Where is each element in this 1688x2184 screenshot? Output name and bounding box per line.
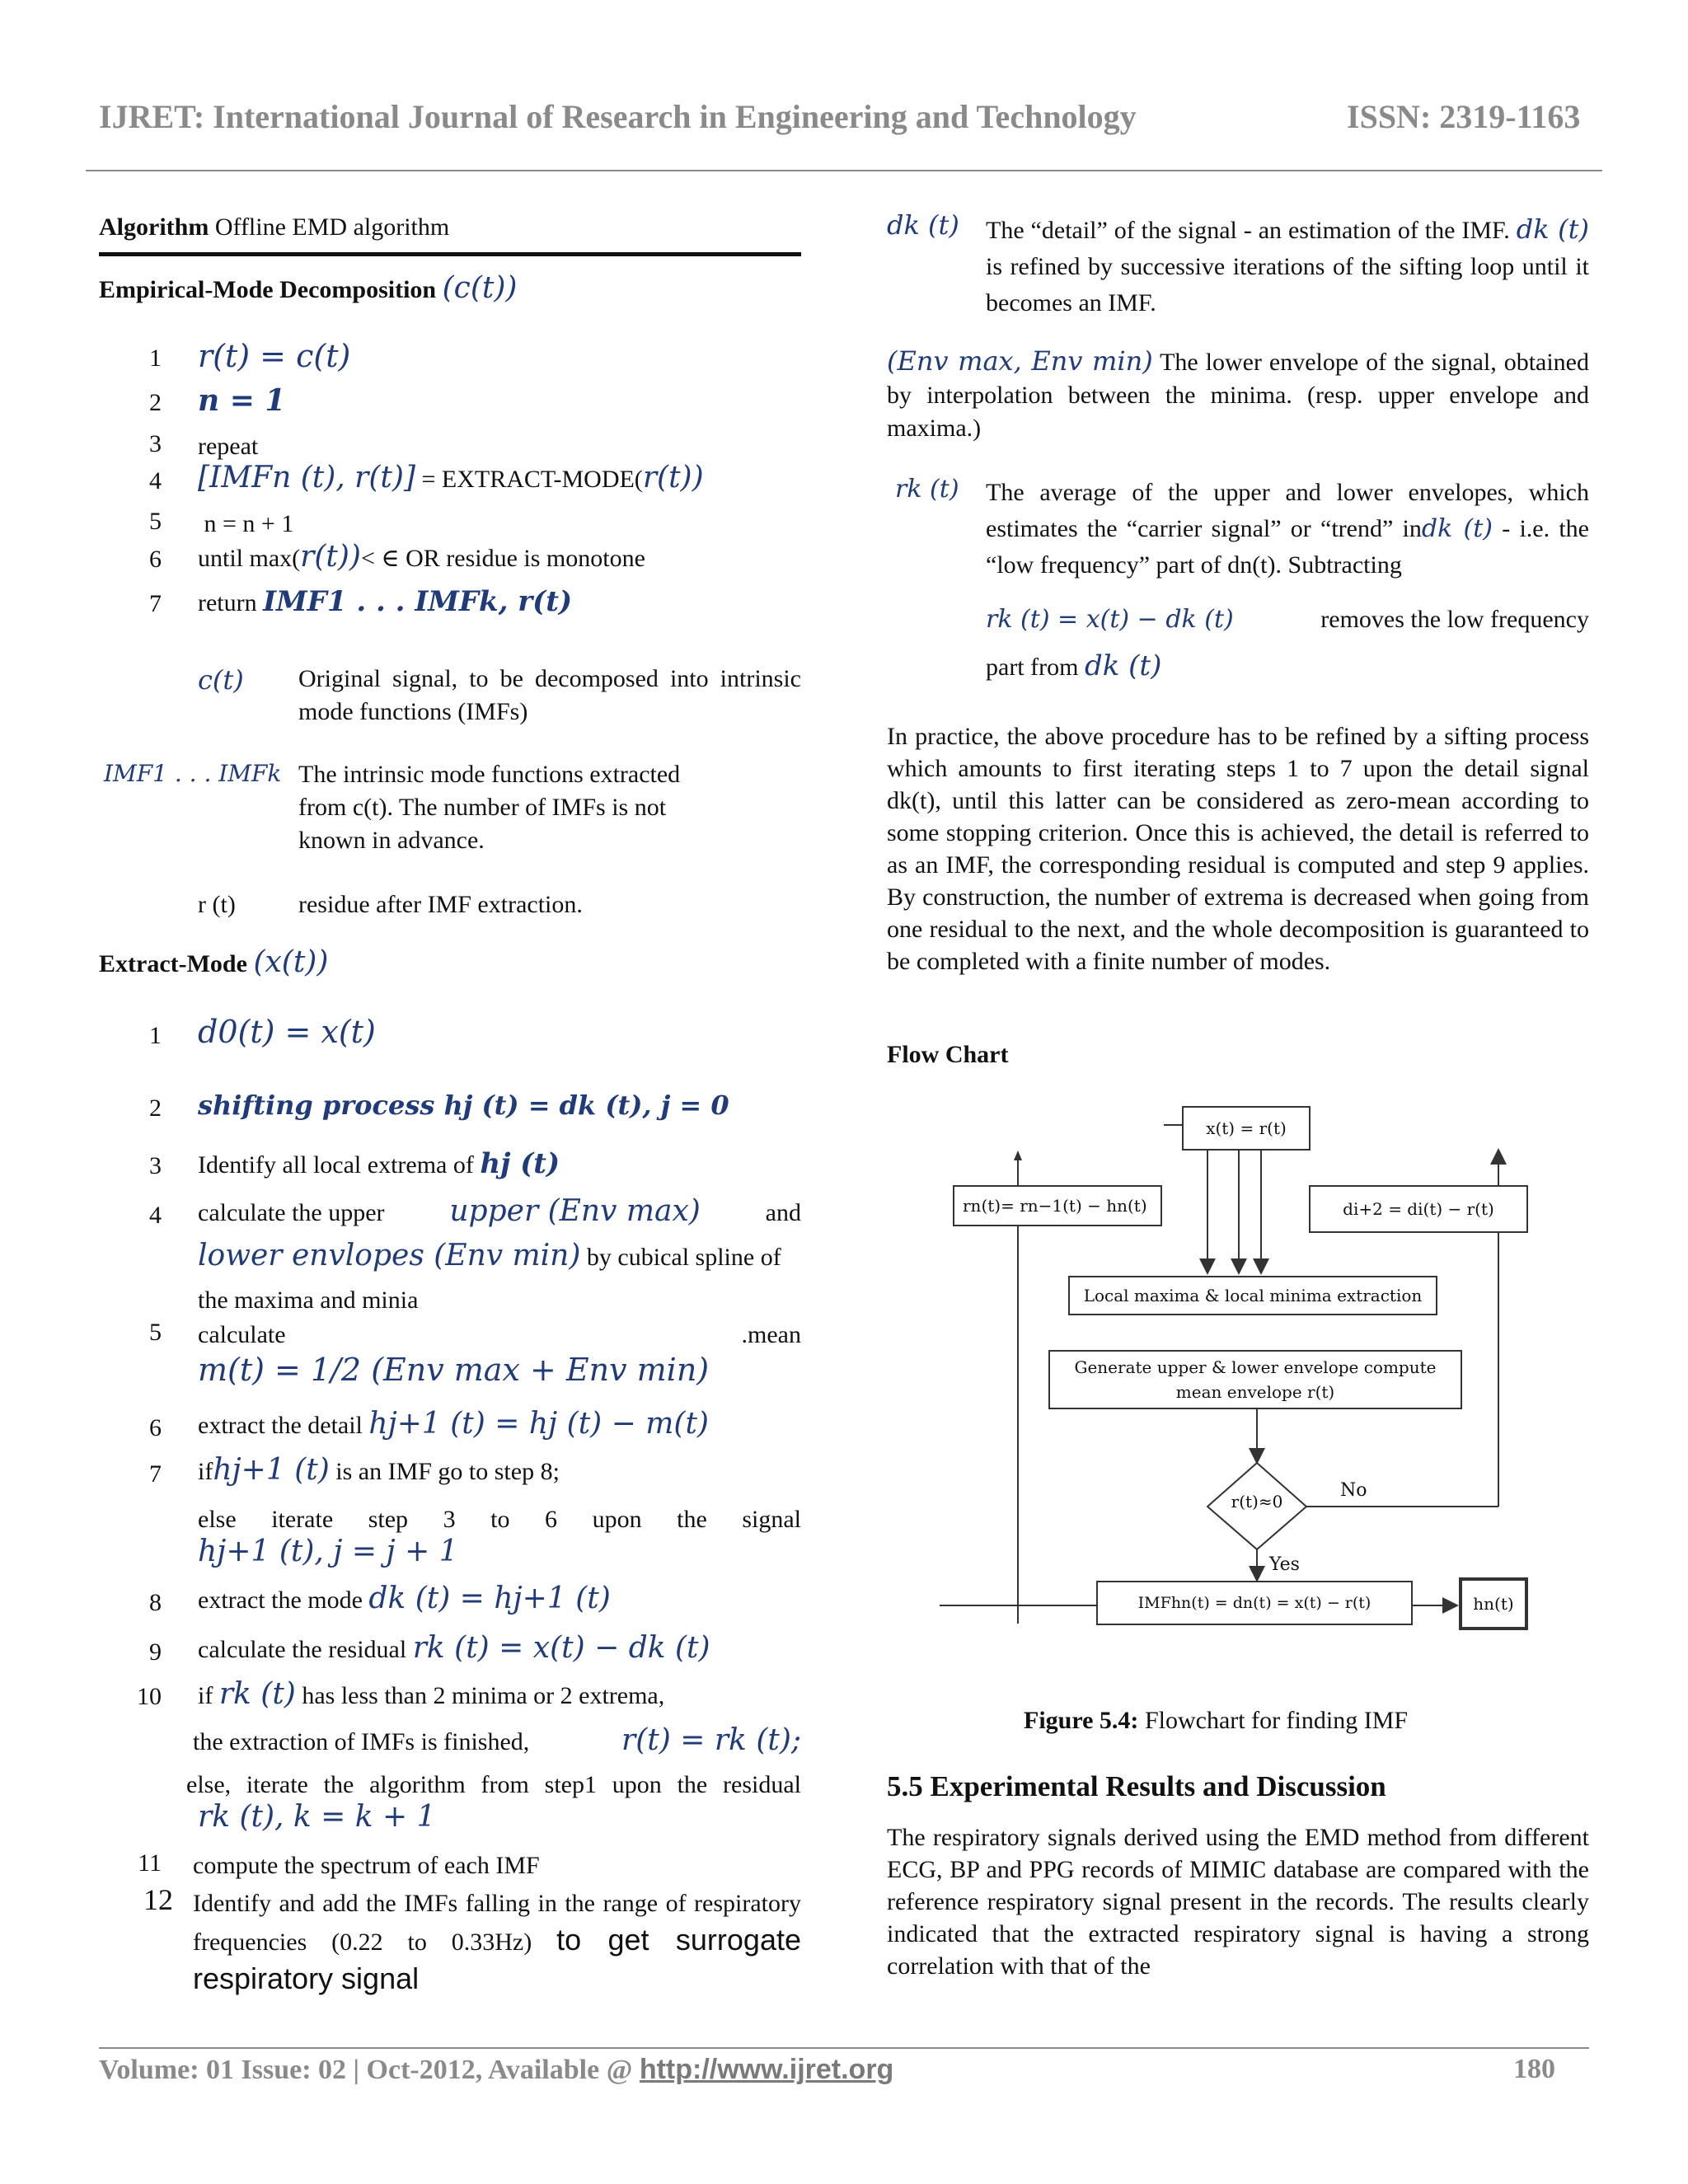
flow-decision-label: r(t)≈0: [1231, 1492, 1283, 1511]
algorithm-rule: [99, 252, 801, 256]
footer-link[interactable]: http://www.ijret.org: [639, 2054, 894, 2085]
em-step-10-line2: the extraction of IMFs is finished, r(t) = rk (t);: [193, 1723, 801, 1757]
flow-right-box: di+2 = di(t) − r(t): [1309, 1185, 1528, 1233]
page-number: 180: [1513, 2054, 1555, 2084]
emd-step-5: n = n + 1: [198, 510, 294, 537]
em-step-5-line1: calculate .mean: [198, 1321, 801, 1348]
flow-output-box: hn(t): [1459, 1577, 1528, 1630]
section-title: 5.5 Experimental Results and Discussion: [887, 1770, 1386, 1802]
extract-mode-heading: Extract-Mode (x(t)): [99, 945, 329, 979]
emd-step-4: [IMFn (t), r(t)] = EXTRACT-MODE(r(t)): [198, 461, 704, 494]
flow-yes-label: Yes: [1269, 1554, 1300, 1575]
step-number: 2: [149, 1094, 162, 1122]
rk-term: rk (t): [895, 475, 959, 504]
env-desc: (Env max, Env min) The lower envelope of the signal, obtained by interpolation between the minima. (resp. upper envelope and maxima.): [887, 345, 1589, 442]
em-step-3: Identify all local extrema of hj (t): [198, 1147, 560, 1180]
emd-step-3: repeat: [198, 433, 259, 460]
flow-left-box: rn(t)= rn−1(t) − hn(t): [953, 1185, 1162, 1226]
flow-envelope-box: Generate upper & lower envelope compute mean envelope r(t): [1048, 1350, 1462, 1409]
flow-start-box: x(t) = r(t): [1182, 1106, 1311, 1151]
step-number: 5: [149, 508, 162, 535]
flow-chart-title: Flow Chart: [887, 1041, 1009, 1068]
emd-step-2: n = 1: [198, 383, 286, 418]
figure-caption: Figure 5.4: Flowchart for finding IMF: [1024, 1707, 1409, 1734]
def-desc-imf: The intrinsic mode functions extracted from c(t). The number of IMFs is not known in advance.: [298, 761, 681, 854]
step-number: 10: [137, 1683, 162, 1710]
section-paragraph: The respiratory signals derived using the EMD method from different ECG, BP and PPG records of MIMIC database are compared with the reference respiratory signal present in the records. The results clearly indicated that the extracted respiratory signal is having a strong correlation with that of the: [887, 1824, 1589, 1980]
step-number: 7: [149, 590, 162, 617]
step-number: 12: [143, 1883, 173, 1916]
journal-title: IJRET: International Journal of Research in Engineering and Technology: [99, 98, 1137, 135]
em-step-10-line3: else, iterate the algorithm from step1 upon the residual: [186, 1771, 801, 1798]
step-number: 8: [149, 1589, 162, 1616]
footer-rule: [99, 2047, 1589, 2049]
step-number: 4: [149, 1202, 162, 1229]
em-step-9: calculate the residual rk (t) = x(t) − dk (t): [198, 1631, 710, 1665]
step-number: 4: [149, 467, 162, 494]
em-step-6: extract the detail hj+1 (t) = hj (t) − m(t): [198, 1407, 709, 1441]
flow-extraction-box: Local maxima & local minima extraction: [1068, 1276, 1437, 1315]
step-number: 3: [149, 1152, 162, 1179]
em-step-5-formula: m(t) = 1/2 (Env max + Env min): [198, 1352, 710, 1388]
step-number: 6: [149, 1414, 162, 1441]
em-step-12: Identify and add the IMFs falling in the range of respiratory frequencies (0.22 to 0.33Hz) to get surrogate respiratory signal: [193, 1890, 801, 1995]
em-step-7-formula: hj+1 (t), j = j + 1: [198, 1535, 458, 1568]
flow-imf-box: IMFhn(t) = dn(t) = x(t) − r(t): [1096, 1581, 1413, 1625]
rk-desc-line2: rk (t) = x(t) − dk (t) removes the low frequency: [986, 605, 1589, 634]
em-step-1: d0(t) = x(t): [198, 1014, 376, 1050]
emd-step-6: until max(r(t))< ∈ OR residue is monotone: [198, 540, 645, 574]
dk-term: dk (t): [887, 209, 959, 241]
step-number: 9: [149, 1638, 162, 1666]
step-number: 1: [149, 344, 162, 372]
em-step-4-line2: lower envlopes (Env min) by cubical spline of: [198, 1239, 781, 1272]
rk-desc-line3: part from dk (t): [986, 649, 1162, 682]
rk-desc: The average of the upper and lower envelopes, which estimates the “carrier signal” or “trend” indk (t) - i.e. the “low frequency” part of dn(t). Subtracting: [986, 479, 1590, 579]
em-step-4-line1: calculate the upper upper (Env max) and: [198, 1194, 801, 1228]
em-step-7-line2: else iterate step 3 to 6 upon the signal: [198, 1506, 801, 1533]
def-term-imf: IMF1 . . . IMFk: [104, 760, 282, 787]
step-number: 11: [138, 1849, 162, 1877]
em-step-11: compute the spectrum of each IMF: [193, 1852, 540, 1879]
step-number: 1: [149, 1022, 162, 1049]
emd-heading: Empirical-Mode Decomposition (c(t)): [99, 271, 518, 305]
def-desc-ct: Original signal, to be decomposed into intrinsic mode functions (IMFs): [298, 665, 801, 725]
dk-desc: The “detail” of the signal - an estimation of the IMF. dk (t) is refined by successive iterations of the sifting loop until it becomes an IMF.: [986, 213, 1589, 316]
footer-text: Volume: 01 Issue: 02 | Oct-2012, Available @ http://www.ijret.org: [99, 2054, 894, 2085]
def-term-rt: r (t): [198, 891, 236, 918]
algorithm-heading: Algorithm Offline EMD algorithm: [99, 213, 450, 241]
step-number: 7: [149, 1460, 162, 1488]
step-number: 5: [149, 1319, 162, 1346]
step-number: 6: [149, 546, 162, 573]
em-step-2: shifting process hj (t) = dk (t), j = 0: [198, 1090, 729, 1121]
issn: ISSN: 2319-1163: [1347, 98, 1581, 135]
em-step-7-line1: ifhj+1 (t) is an IMF go to step 8;: [198, 1453, 560, 1487]
step-number: 3: [149, 430, 162, 457]
flow-no-label: No: [1340, 1480, 1367, 1501]
em-step-10-line1: if rk (t) has less than 2 minima or 2 extrema,: [198, 1677, 665, 1711]
em-step-10-formula: rk (t), k = k + 1: [198, 1800, 436, 1834]
sifting-paragraph: In practice, the above procedure has to be refined by a sifting process which amounts to first iterating steps 1 to 7 upon the detail signal dk(t), until this latter can be considered as zero-mean according to some stopping criterion. Once this is achieved, the detail is referred to as an IMF, the corresponding residual is computed and step 9 applies. By construction, the number of extrema is decreased when going from one residual to the next, and the whole decomposition is guaranteed to be completed with a finite number of modes.: [887, 723, 1589, 975]
step-number: 2: [149, 389, 162, 416]
emd-step-1: r(t) = c(t): [198, 338, 351, 374]
def-term-ct: c(t): [198, 664, 244, 696]
em-step-4-line3: the maxima and minia: [198, 1286, 419, 1314]
def-desc-rt: residue after IMF extraction.: [298, 891, 583, 918]
emd-step-7: return IMF1 . . . IMFk, r(t): [198, 585, 573, 618]
em-step-8: extract the mode dk (t) = hj+1 (t): [198, 1582, 611, 1615]
header-rule: [86, 170, 1602, 171]
